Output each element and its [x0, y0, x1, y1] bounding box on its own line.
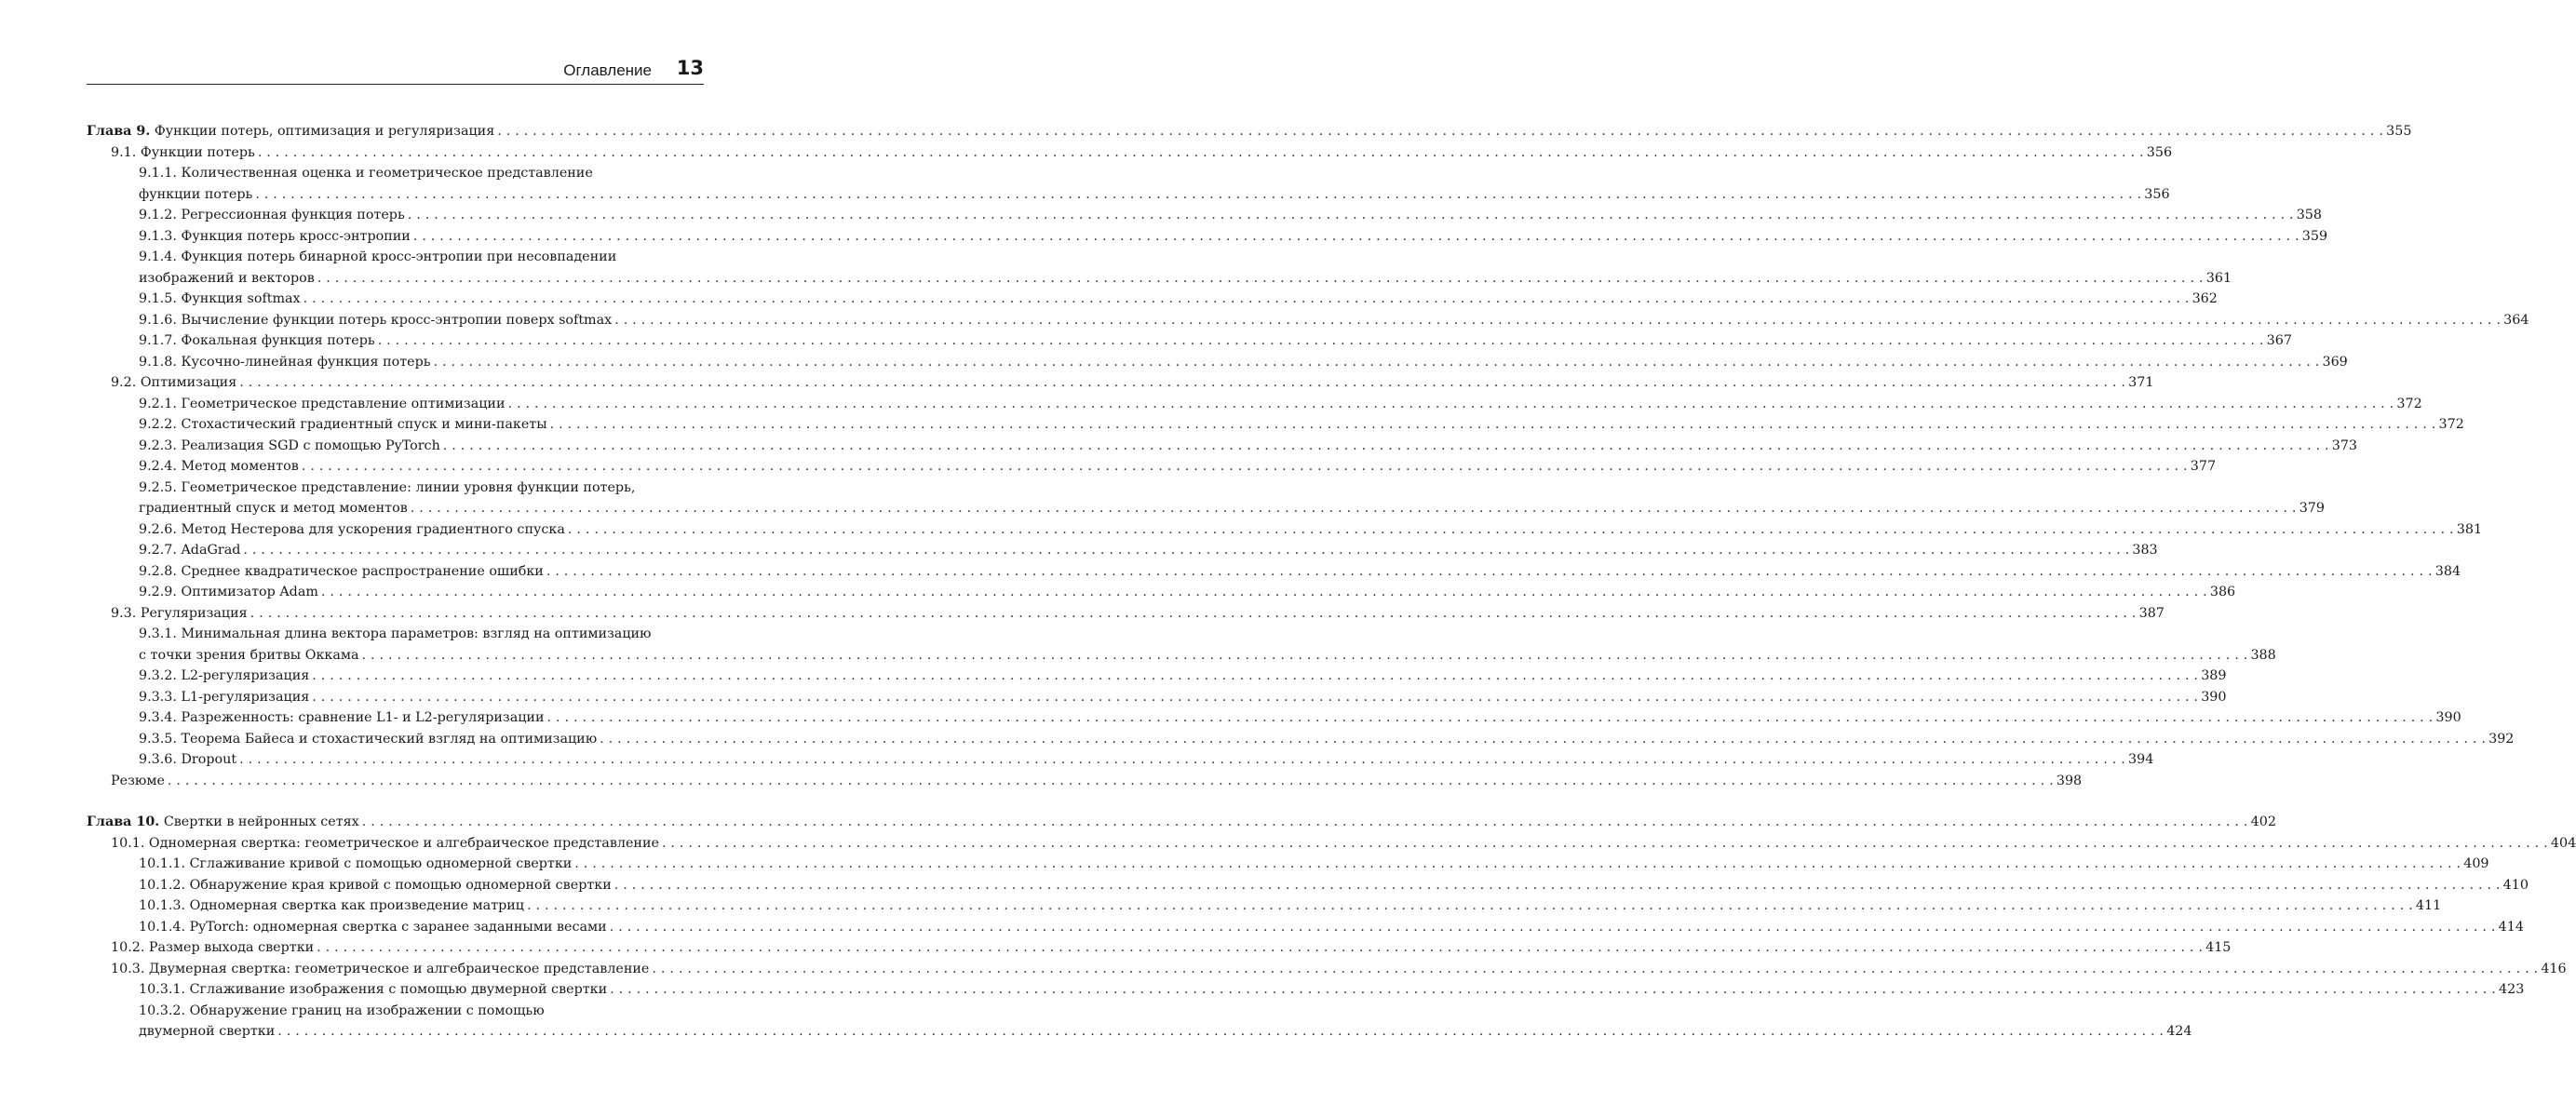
page-ref: 402 [2250, 814, 2276, 829]
entry-title: 9.2.9. Оптимизатор Adam [139, 585, 318, 599]
dot-leader [568, 519, 2454, 541]
toc-entry[interactable] [87, 666, 2227, 687]
entry-title: 9.3.5. Теорема Байеса и стохастический взгляд на оптимизацию [139, 731, 598, 747]
dot-leader [443, 436, 2329, 457]
toc-entry[interactable] [87, 289, 2218, 310]
dot-leader [243, 540, 2129, 561]
entry-title: 9.1.8. Кусочно-линейная функция потерь [139, 354, 431, 370]
dot-leader [239, 372, 2125, 394]
dot-leader [574, 854, 2461, 875]
toc-entry[interactable] [87, 979, 2525, 1001]
page-ref: 424 [2166, 1024, 2192, 1039]
dot-leader [239, 749, 2125, 771]
page-ref: 404 [2550, 835, 2576, 851]
toc-entry[interactable] [87, 561, 2461, 583]
entry-title: 10.1. Одномерная свертка: геометрическое и алгебраическое представление [111, 835, 659, 851]
chapter-title: Свертки в нейронных сетях [163, 814, 359, 829]
toc-entry[interactable] [87, 330, 2292, 352]
entry-title-line1: 9.1.4. Функция потерь бинарной кросс-энтропии при несовпадении [139, 249, 617, 264]
dot-leader [546, 707, 2433, 729]
dot-leader [312, 666, 2198, 687]
toc-entry[interactable] [87, 372, 2154, 394]
entry-title: 9.2.3. Реализация SGD с помощью PyTorch [139, 437, 440, 453]
dot-leader [662, 833, 2548, 855]
toc-entry[interactable] [87, 729, 2515, 750]
toc-entry[interactable] [87, 456, 2217, 478]
entry-title: 10.1.3. Одномерная свертка как произведение матриц [139, 898, 524, 913]
toc-entry[interactable] [87, 184, 2170, 206]
entry-title: 9.3.6. Dropout [139, 752, 237, 767]
page-number: 13 [676, 57, 704, 79]
page-ref: 409 [2463, 856, 2489, 871]
running-title: Оглавление [563, 61, 652, 79]
page-ref: 372 [2396, 396, 2422, 411]
toc-entry[interactable] [87, 310, 2529, 331]
dot-leader [302, 456, 2188, 478]
page-ref: 410 [2502, 877, 2529, 893]
page-ref: 390 [2201, 689, 2227, 705]
dot-leader [321, 582, 2207, 603]
entry-title: 9.2.4. Метод моментов [139, 459, 299, 474]
toc-entry[interactable] [87, 917, 2524, 938]
dot-leader [258, 142, 2144, 164]
dot-leader [303, 289, 2190, 310]
toc-chapter-10[interactable] [87, 812, 2276, 833]
toc-entry[interactable] [87, 498, 2325, 519]
entry-title-line1: 9.2.5. Геометрическое представление: линии уровня функции потерь, [139, 479, 636, 495]
page-ref: 390 [2435, 710, 2461, 725]
entry-title: 9.1.2. Регрессионная функция потерь [139, 208, 405, 222]
page-header [87, 56, 704, 85]
toc-entry[interactable] [87, 645, 2276, 666]
page-ref: 373 [2331, 437, 2358, 453]
page-ref: 389 [2201, 668, 2227, 683]
chapter-title: Функции потерь, оптимизация и регуляризация [154, 124, 495, 139]
toc-chapter-9[interactable] [87, 121, 2412, 142]
dot-leader [408, 205, 2294, 226]
page-ref: 356 [2146, 144, 2173, 160]
dot-leader [277, 1021, 2164, 1043]
page-ref: 398 [2056, 773, 2083, 788]
page-ref: 359 [2301, 228, 2328, 244]
page-ref: 358 [2296, 208, 2322, 222]
dot-leader [413, 226, 2300, 248]
dot-leader [546, 561, 2433, 583]
entry-title: 9.1.7. Фокальная функция потерь [139, 333, 375, 348]
dot-leader [255, 184, 2141, 206]
toc-entry[interactable] [87, 687, 2227, 708]
entry-title: 10.2. Размер выхода свертки [111, 940, 315, 955]
entry-title: градиентный спуск и метод моментов [139, 501, 408, 516]
entry-title: 9.1.5. Функция softmax [139, 291, 301, 306]
page-ref: 369 [2322, 354, 2348, 370]
page-ref: 381 [2456, 521, 2483, 537]
entry-title: 9.1. Функции потерь [111, 144, 255, 160]
chapter-label: Глава 9. [87, 124, 151, 139]
toc-entry[interactable] [87, 268, 2232, 289]
toc-entry[interactable] [87, 1021, 2192, 1043]
toc-entry[interactable] [87, 833, 2576, 855]
entry-title: функции потерь [139, 186, 253, 202]
entry-title: 9.3.3. L1-регуляризация [139, 689, 310, 705]
toc-entry[interactable] [87, 582, 2236, 603]
entry-title-line1: 10.3.2. Обнаружение границ на изображении с помощью [139, 1003, 545, 1018]
dot-leader [610, 917, 2496, 938]
page-ref: 414 [2498, 919, 2524, 935]
page-ref: 361 [2205, 270, 2232, 286]
page-ref: 379 [2299, 501, 2325, 516]
toc-entry[interactable] [87, 603, 2165, 625]
dot-leader [614, 310, 2501, 331]
chapter-gap [87, 791, 704, 812]
entry-title: двумерной свертки [139, 1024, 276, 1039]
entry-title: 10.3. Двумерная свертка: геометрическое и алгебраическое представление [111, 961, 650, 976]
entry-title: изображений и векторов [139, 270, 315, 286]
page-ref: 377 [2190, 459, 2217, 474]
page-ref: 355 [2386, 124, 2412, 139]
dot-leader [497, 121, 2383, 142]
page-ref: 371 [2128, 375, 2154, 390]
page-ref: 392 [2488, 731, 2515, 747]
entry-title: 9.2.7. AdaGrad [139, 543, 241, 558]
page-ref: 383 [2132, 543, 2158, 558]
entry-title: 10.1.1. Сглаживание кривой с помощью одномерной свертки [139, 856, 573, 871]
page-ref: 386 [2209, 585, 2236, 599]
entry-title: 10.1.4. PyTorch: одномерная свертка с заранее заданными весами [139, 919, 607, 935]
entry-title: 9.1.3. Функция потерь кросс-энтропии [139, 228, 411, 244]
toc-entry[interactable] [87, 937, 2232, 959]
toc-entry[interactable] [87, 352, 2348, 373]
page-ref: 411 [2415, 898, 2442, 913]
dot-leader [610, 979, 2496, 1001]
toc-entry[interactable] [87, 414, 2464, 436]
toc-entry[interactable] [87, 895, 2442, 917]
dot-leader [168, 771, 2054, 792]
page-ref: 416 [2541, 961, 2567, 976]
toc-entry[interactable] [87, 394, 2422, 415]
entry-title-line1: 9.1.1. Количественная оценка и геометрическое представление [139, 166, 593, 181]
page-ref: 394 [2128, 752, 2154, 767]
dot-leader [600, 729, 2486, 750]
dot-leader [317, 268, 2204, 289]
entry-title: Резюме [111, 773, 165, 788]
entry-title: 9.3. Регуляризация [111, 605, 248, 621]
page-ref: 356 [2144, 186, 2170, 202]
dot-leader [317, 937, 2203, 959]
dot-leader [434, 352, 2320, 373]
dot-leader [250, 603, 2137, 625]
entry-title: 9.3.4. Разреженность: сравнение L1- и L2-регуляризации [139, 710, 545, 725]
entry-title: 9.2.8. Среднее квадратическое распространение ошибки [139, 563, 544, 579]
entry-title: 9.2.6. Метод Нестерова для ускорения градиентного спуска [139, 521, 565, 537]
dot-leader [362, 812, 2248, 833]
dot-leader [507, 394, 2394, 415]
entry-title: 9.2. Оптимизация [111, 375, 237, 390]
dot-leader [411, 498, 2297, 519]
entry-title: 9.2.2. Стохастический градиентный спуск и мини-пакеты [139, 417, 547, 432]
dot-leader [312, 687, 2198, 708]
entry-title: 9.3.2. L2-регуляризация [139, 668, 310, 683]
toc-entry[interactable] [87, 959, 2567, 980]
dot-leader [378, 330, 2264, 352]
page-ref: 362 [2192, 291, 2218, 306]
dot-leader [550, 414, 2436, 436]
page-ref: 364 [2503, 312, 2529, 328]
dot-leader [527, 895, 2413, 917]
toc-entry[interactable] [87, 436, 2358, 457]
toc-entry[interactable] [87, 226, 2328, 248]
entry-title: 10.3.1. Сглаживание изображения с помощью двумерной свертки [139, 982, 608, 997]
entry-title-line1: 9.3.1. Минимальная длина вектора параметров: взгляд на оптимизацию [139, 626, 652, 641]
page-ref: 367 [2266, 333, 2292, 348]
dot-leader [614, 875, 2501, 896]
page-ref: 388 [2250, 647, 2276, 663]
page-ref: 372 [2438, 417, 2464, 432]
chapter-label: Глава 10. [87, 814, 160, 829]
entry-title: 9.1.6. Вычисление функции потерь кросс-энтропии поверх softmax [139, 312, 613, 328]
toc-entry[interactable] [87, 875, 2529, 896]
entry-title: с точки зрения бритвы Оккама [139, 647, 359, 663]
page-ref: 384 [2434, 563, 2461, 579]
toc-entry[interactable] [87, 707, 2461, 729]
toc-entry[interactable] [87, 519, 2483, 541]
entry-title: 10.1.2. Обнаружение края кривой с помощью одномерной свертки [139, 877, 612, 893]
page-ref: 415 [2205, 940, 2232, 955]
toc-entry[interactable] [87, 205, 2322, 226]
entry-title: 9.2.1. Геометрическое представление оптимизации [139, 396, 506, 411]
table-of-contents [87, 121, 2576, 1043]
toc-entry[interactable] [87, 142, 2173, 164]
toc-entry[interactable] [87, 540, 2158, 561]
dot-leader [652, 959, 2538, 980]
toc-entry[interactable] [87, 854, 2489, 875]
page-ref: 387 [2138, 605, 2165, 621]
toc-entry[interactable] [87, 749, 2154, 771]
toc-entry[interactable] [87, 771, 2083, 792]
page-ref: 423 [2499, 982, 2525, 997]
dot-leader [362, 645, 2248, 666]
